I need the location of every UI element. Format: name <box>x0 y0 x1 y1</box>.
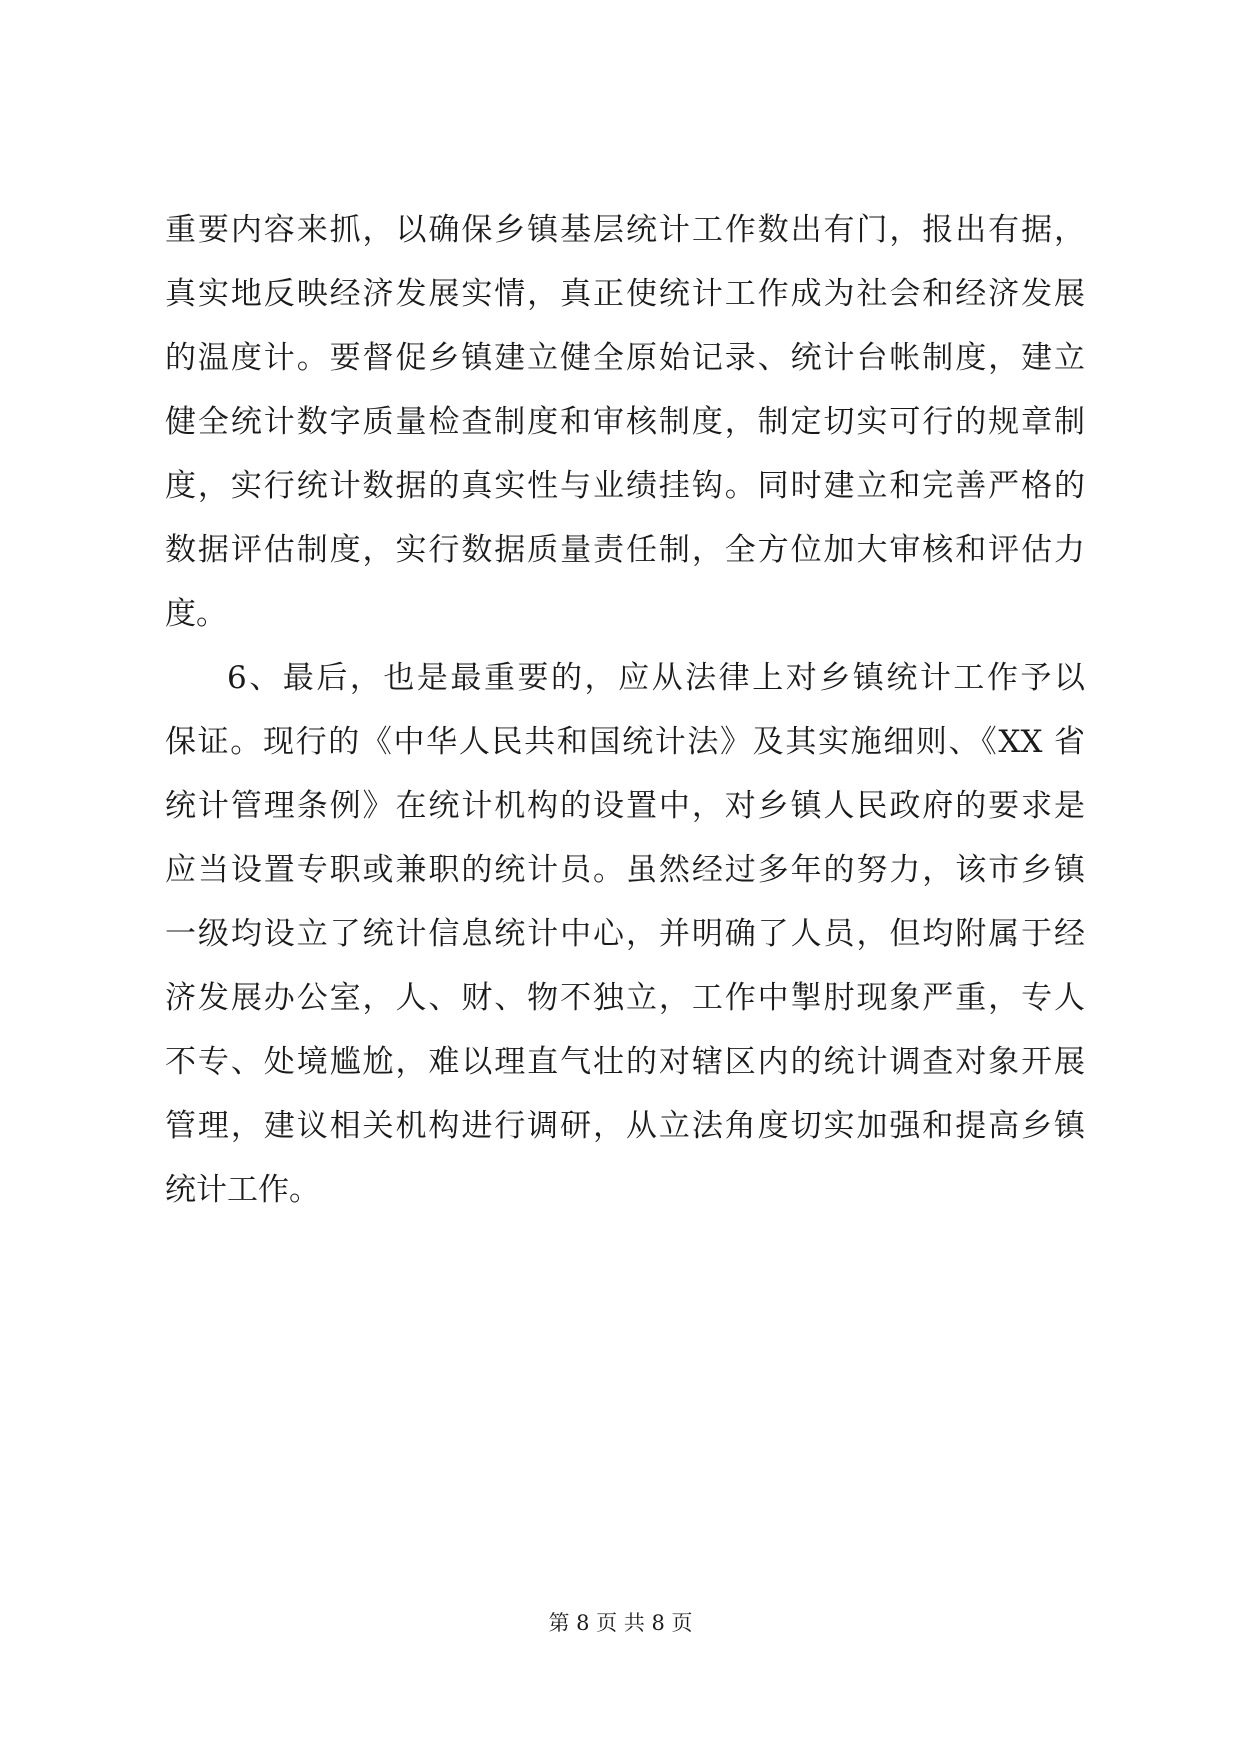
body-text <box>165 198 1085 1222</box>
text-line: 统计工作。 <box>165 1172 320 1208</box>
text-line: 度。 <box>165 596 227 632</box>
text-line: 度，实行统计数据的真实性与业绩挂钩。同时建立和完善严格的 <box>165 468 1085 504</box>
text-line: 不专、处境尴尬，难以理直气壮的对辖区内的统计调查对象开展 <box>165 1044 1085 1080</box>
text-line: 济发展办公室，人、财、物不独立，工作中掣肘现象严重，专人 <box>165 980 1085 1016</box>
text-line: 应当设置专职或兼职的统计员。虽然经过多年的努力，该市乡镇 <box>165 852 1085 888</box>
text-line: 重要内容来抓，以确保乡镇基层统计工作数出有门，报出有据， <box>165 212 1085 248</box>
text-line: 一级均设立了统计信息统计中心，并明确了人员，但均附属于经 <box>165 916 1085 952</box>
text-line: 真实地反映经济发展实情，真正使统计工作成为社会和经济发展 <box>165 276 1085 312</box>
text-line: 保证。现行的《中华人民共和国统计法》及其实施细则、《XX 省 <box>165 724 1085 760</box>
text-line: 健全统计数字质量检查制度和审核制度，制定切实可行的规章制 <box>165 404 1085 440</box>
page-number-footer: 第 8 页 共 8 页 <box>548 1611 693 1635</box>
text-line: 统计管理条例》在统计机构的设置中，对乡镇人民政府的要求是 <box>165 788 1085 824</box>
paragraph-start-line: 6、最后，也是最重要的，应从法律上对乡镇统计工作予以 <box>227 660 1085 696</box>
text-line: 数据评估制度，实行数据质量责任制，全方位加大审核和评估力 <box>165 532 1085 568</box>
text-line: 的温度计。要督促乡镇建立健全原始记录、统计台帐制度，建立 <box>165 340 1085 376</box>
text-line: 管理，建议相关机构进行调研，从立法角度切实加强和提高乡镇 <box>165 1108 1085 1144</box>
